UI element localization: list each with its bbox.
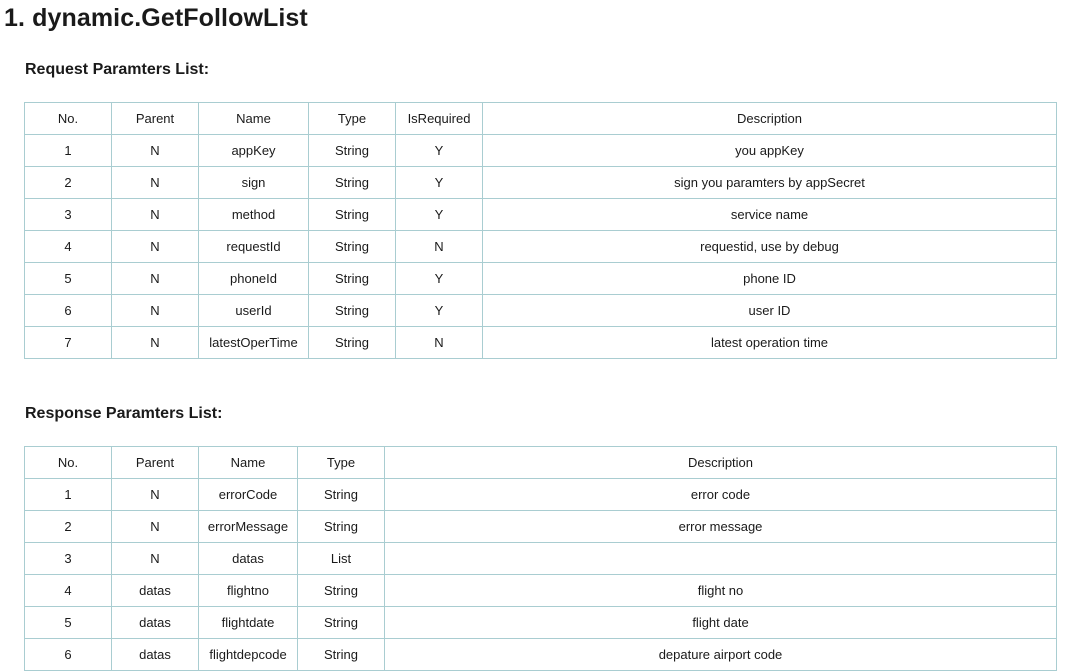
- cell-type: String: [309, 327, 396, 359]
- cell-parent: datas: [112, 575, 199, 607]
- cell-no: 3: [25, 543, 112, 575]
- table-header-row: [25, 103, 1057, 135]
- cell-isrequired: Y: [396, 263, 483, 295]
- cell-description: error message: [385, 511, 1057, 543]
- column-header-isrequired: IsRequired: [396, 103, 483, 135]
- cell-name: latestOperTime: [199, 327, 309, 359]
- cell-name: errorMessage: [199, 511, 298, 543]
- cell-parent: N: [112, 263, 199, 295]
- cell-parent: N: [112, 479, 199, 511]
- response-params-table: [24, 446, 1057, 671]
- cell-description: flight date: [385, 607, 1057, 639]
- column-header-no: No.: [25, 103, 112, 135]
- table-row: [25, 639, 1057, 671]
- cell-name: flightdepcode: [199, 639, 298, 671]
- cell-no: 5: [25, 263, 112, 295]
- table-row: [25, 575, 1057, 607]
- cell-parent: N: [112, 167, 199, 199]
- cell-parent: datas: [112, 639, 199, 671]
- table-row: [25, 231, 1057, 263]
- cell-type: String: [298, 479, 385, 511]
- cell-description: [385, 543, 1057, 575]
- cell-isrequired: Y: [396, 199, 483, 231]
- cell-parent: N: [112, 511, 199, 543]
- table-row: [25, 543, 1057, 575]
- table-header-row: [25, 447, 1057, 479]
- cell-no: 7: [25, 327, 112, 359]
- cell-description: sign you paramters by appSecret: [483, 167, 1057, 199]
- cell-parent: N: [112, 231, 199, 263]
- column-header-parent: Parent: [112, 447, 199, 479]
- cell-no: 1: [25, 479, 112, 511]
- table-row: [25, 135, 1057, 167]
- table-row: [25, 511, 1057, 543]
- cell-no: 2: [25, 167, 112, 199]
- cell-no: 5: [25, 607, 112, 639]
- cell-description: flight no: [385, 575, 1057, 607]
- cell-no: 3: [25, 199, 112, 231]
- cell-parent: N: [112, 543, 199, 575]
- cell-isrequired: Y: [396, 135, 483, 167]
- table-row: [25, 167, 1057, 199]
- cell-no: 4: [25, 231, 112, 263]
- cell-isrequired: N: [396, 327, 483, 359]
- column-header-no: No.: [25, 447, 112, 479]
- cell-type: List: [298, 543, 385, 575]
- cell-parent: N: [112, 295, 199, 327]
- cell-name: method: [199, 199, 309, 231]
- cell-description: you appKey: [483, 135, 1057, 167]
- cell-parent: N: [112, 135, 199, 167]
- column-header-type: Type: [309, 103, 396, 135]
- cell-type: String: [309, 263, 396, 295]
- cell-name: errorCode: [199, 479, 298, 511]
- cell-description: error code: [385, 479, 1057, 511]
- cell-type: String: [309, 231, 396, 263]
- cell-no: 6: [25, 295, 112, 327]
- column-header-description: Description: [483, 103, 1057, 135]
- cell-type: String: [298, 575, 385, 607]
- table-row: [25, 607, 1057, 639]
- cell-type: String: [298, 607, 385, 639]
- cell-name: appKey: [199, 135, 309, 167]
- cell-name: sign: [199, 167, 309, 199]
- cell-type: String: [298, 639, 385, 671]
- cell-isrequired: N: [396, 231, 483, 263]
- table-row: [25, 479, 1057, 511]
- response-section-title: Response Paramters List:: [25, 405, 223, 422]
- cell-no: 2: [25, 511, 112, 543]
- column-header-name: Name: [199, 447, 298, 479]
- cell-type: String: [298, 511, 385, 543]
- table-row: [25, 263, 1057, 295]
- cell-name: datas: [199, 543, 298, 575]
- request-section-title: Request Paramters List:: [25, 61, 210, 78]
- cell-type: String: [309, 295, 396, 327]
- cell-name: flightno: [199, 575, 298, 607]
- cell-no: 1: [25, 135, 112, 167]
- page-title: 1. dynamic.GetFollowList: [4, 4, 308, 32]
- cell-isrequired: Y: [396, 295, 483, 327]
- cell-parent: datas: [112, 607, 199, 639]
- cell-description: depature airport code: [385, 639, 1057, 671]
- cell-description: phone ID: [483, 263, 1057, 295]
- cell-parent: N: [112, 199, 199, 231]
- cell-description: requestid, use by debug: [483, 231, 1057, 263]
- table-row: [25, 295, 1057, 327]
- cell-no: 6: [25, 639, 112, 671]
- cell-name: userId: [199, 295, 309, 327]
- cell-name: requestId: [199, 231, 309, 263]
- cell-description: latest operation time: [483, 327, 1057, 359]
- column-header-type: Type: [298, 447, 385, 479]
- column-header-name: Name: [199, 103, 309, 135]
- cell-parent: N: [112, 327, 199, 359]
- request-params-table: [24, 102, 1057, 359]
- cell-name: flightdate: [199, 607, 298, 639]
- table-row: [25, 327, 1057, 359]
- cell-name: phoneId: [199, 263, 309, 295]
- cell-description: user ID: [483, 295, 1057, 327]
- table-row: [25, 199, 1057, 231]
- cell-description: service name: [483, 199, 1057, 231]
- cell-type: String: [309, 167, 396, 199]
- column-header-parent: Parent: [112, 103, 199, 135]
- cell-no: 4: [25, 575, 112, 607]
- cell-isrequired: Y: [396, 167, 483, 199]
- column-header-description: Description: [385, 447, 1057, 479]
- cell-type: String: [309, 135, 396, 167]
- cell-type: String: [309, 199, 396, 231]
